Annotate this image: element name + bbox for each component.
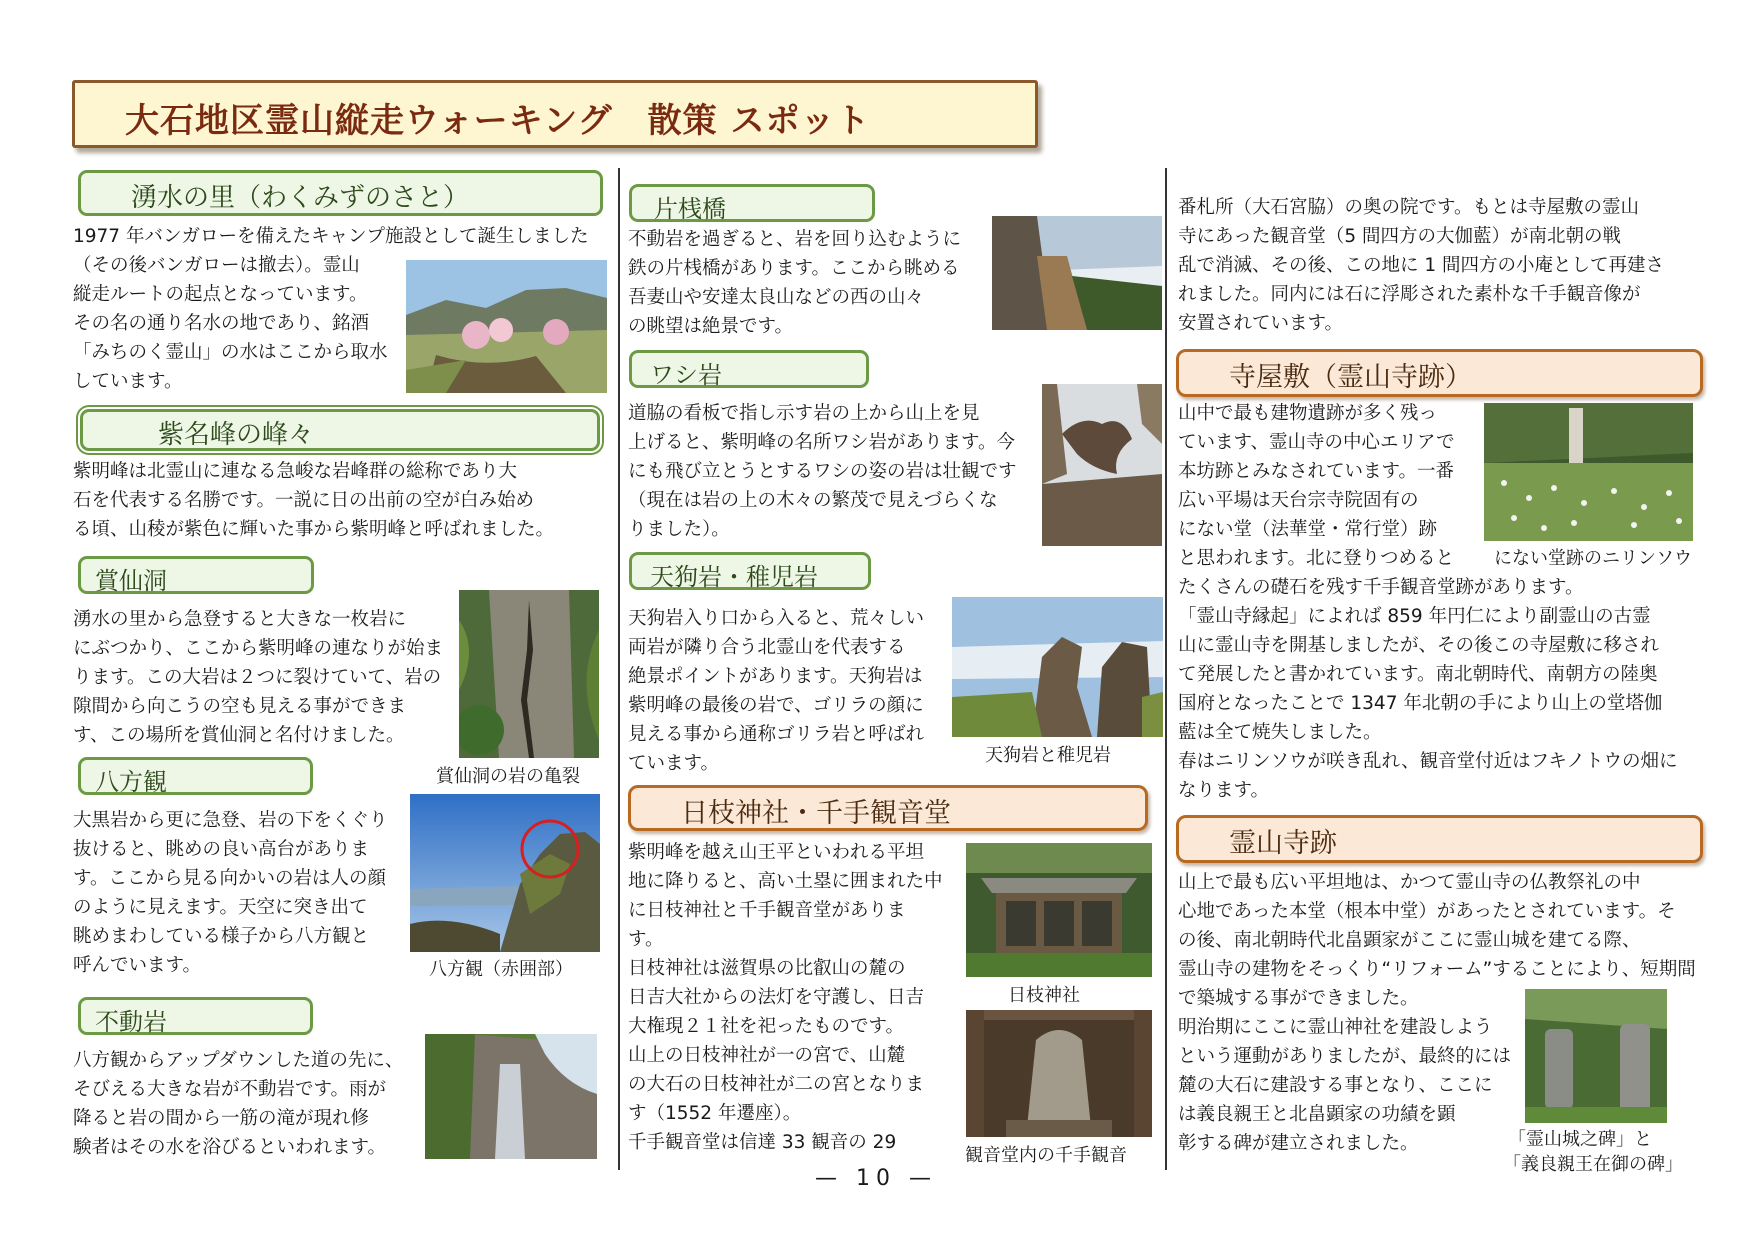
text-shosendo: 湧水の里から急登すると大きな一枚岩に にぶつかり、ここから紫明峰の連なりが始ま ります。この大岩は２つに裂けていて、岩の 隙間から向こうの空も見える事ができま す、この場所を賞仙洞と名付けました。 [73, 609, 444, 746]
photo-fudoiwa [425, 1034, 597, 1159]
text-terayashiki-a: 山中で最も建物遺跡が多く残っ ています、霊山寺の中心エリアで 本坊跡とみなされています。一番 広い平場は天台宗寺院固有の にない堂（法華堂・常行堂）跡 と思われます。北に登りつめると [1178, 403, 1455, 569]
text-hiejinja: 紫明峰を越え山王平といわれる平坦 地に降りると、高い土塁に囲まれた中 に日枝神社と千手観音堂がありま す。 日枝神社は滋賀県の比叡山の麓の 日吉大社からの法灯を守護し、日吉 大権現２１社を祀ったものです。 山上の日枝神社が一の宮で、山麓 の大石の日枝神社が二の宮となりま す（1552 年遷座）。 千手観音堂は信達 33 観音の 29 [628, 842, 943, 1153]
heading-wakumizu: 湧水の里（わくみずのさと） [78, 170, 603, 216]
caption-happokan: 八方観（赤囲部） [429, 959, 573, 980]
caption-tenguiwa: 天狗岩と稚児岩 [985, 745, 1111, 766]
photo-hiejinja [966, 843, 1152, 977]
column-divider-2 [1165, 168, 1167, 1170]
caption-senju-kannon: 観音堂内の千手観音 [965, 1145, 1127, 1166]
caption-shosendo: 賞仙洞の岩の亀裂 [436, 766, 580, 787]
heading-ryozenji: 霊山寺跡 [1176, 815, 1703, 863]
photo-senju-kannon [966, 1010, 1152, 1137]
heading-shosendo: 賞仙洞 [78, 556, 314, 594]
heading-hiejinja: 日枝神社・千手観音堂 [628, 785, 1148, 831]
heading-happokan: 八方観 [78, 757, 313, 795]
caption-monument-1: 「霊山城之碑」と [1508, 1129, 1652, 1150]
photo-katasanbashi [992, 216, 1162, 330]
heading-fudoiwa: 不動岩 [78, 997, 313, 1035]
text-washiiwa: 道脇の看板で指し示す岩の上から山上を見 上げると、紫明峰の名所ワシ岩があります。今 にも飛び立とうとするワシの姿の岩は壮観です （現在は岩の上の木々の繁茂で見えづらくな りました）。 [628, 403, 1017, 540]
photo-ryozenjo-monument [1525, 989, 1667, 1123]
caption-nirinso: にない堂跡のニリンソウ [1494, 548, 1692, 569]
page-title-banner [72, 80, 1038, 148]
photo-wakumizu-village [406, 260, 607, 393]
heading-washiiwa: ワシ岩 [629, 350, 869, 388]
caption-hiejinja: 日枝神社 [1008, 985, 1080, 1006]
text-wakumizu-top: 1977 年バンガローを備えたキャンプ施設として誕生しました [73, 226, 589, 247]
text-okunoin: 番札所（大石宮脇）の奥の院です。もとは寺屋敷の霊山 寺にあった観音堂（5 間四方の大伽藍）が南北朝の戦 乱で消滅、その後、この地に 1 間四方の小庵として再建さ れました。同内には石に浮彫された素朴な千手観音像が 安置されています。 [1178, 197, 1665, 334]
photo-tenguiwa [952, 597, 1163, 737]
caption-monument-2: 「義良親王在御の碑」 [1503, 1154, 1683, 1175]
photo-washiiwa [1042, 384, 1162, 546]
text-katasanbashi: 不動岩を過ぎると、岩を回り込むように 鉄の片桟橋があります。ここから眺める 吾妻山や安達太良山などの西の山々 の眺望は絶景です。 [628, 229, 962, 337]
text-fudoiwa: 八方観からアップダウンした道の先に、 そびえる大きな岩が不動岩です。雨が 降ると岩の間から一筋の滝が現れ修 験者はその水を浴びるといわれます。 [73, 1050, 404, 1158]
page-title: 大石地区霊山縦走ウォーキング 散策 スポット [125, 101, 871, 141]
text-shimeiho: 紫明峰は北霊山に連なる急峻な岩峰群の総称であり大 石を代表する名勝です。一説に日の出前の空が白み始め る頃、山稜が紫色に輝いた事から紫明峰と呼ばれました。 [73, 461, 555, 540]
page-number: — 10 — [815, 1166, 937, 1191]
text-tenguiwa: 天狗岩入り口から入ると、荒々しい 両岩が隣り合う北霊山を代表する 絶景ポイントがあります。天狗岩は 紫明峰の最後の岩で、ゴリラの顔に 見える事から通称ゴリラ岩と呼ばれ ています。 [628, 608, 925, 774]
heading-shimeiho: 紫名峰の峰々 [80, 409, 600, 451]
photo-shosendo-crack [459, 590, 599, 758]
heading-tenguiwa: 天狗岩・稚児岩 [629, 552, 871, 590]
text-wakumizu: （その後バンガローは撤去）。霊山 縦走ルートの起点となっています。 その名の通り名水の地であり、銘酒 「みちのく霊山」の水はここから取水 しています。 [73, 255, 388, 392]
text-ryozenji-b: 明治期にここに霊山神社を建設しよう という運動がありましたが、最終的には 麓の大石に建設する事となり、ここに は義良親王と北畠顕家の功績を顕 彰する碑が建立されました。 [1178, 1017, 1512, 1154]
column-divider-1 [618, 168, 620, 1170]
heading-katasanbashi: 片桟橋 [629, 184, 875, 222]
photo-happokan [410, 794, 600, 952]
text-happokan: 大黒岩から更に急登、岩の下をくぐり 抜けると、眺めの良い高台がありま す。ここから見る向かいの岩は人の顔 のように見えます。天空に突き出て 眺めまわしている様子から八方観と 呼んでいます。 [73, 810, 388, 976]
text-ryozenji-a: 山上で最も広い平坦地は、かつて霊山寺の仏教祭礼の中 心地であった本堂（根本中堂）があったとされています。そ の後、南北朝時代北畠顕家がここに霊山城を建てる際、 霊山寺の建物をそっくり“リフォーム”することにより、短期間 で築城する事ができました。 [1178, 872, 1696, 1009]
photo-nirinso [1484, 403, 1693, 541]
text-terayashiki-b: たくさんの礎石を残す千手観音堂跡があります。 「霊山寺縁起」によれば 859 年円仁により副霊山の古霊 山に霊山寺を開基しましたが、その後この寺屋敷に移され て発展したと書かれています。南北朝時代、南朝方の陸奥 国府となったことで 1347 年北朝の手により山上の堂塔伽 藍は全て焼失しました。 春はニリンソウが咲き乱れ、観音堂付近はフキノトウの畑に なります。 [1178, 577, 1678, 801]
heading-terayashiki: 寺屋敷（霊山寺跡） [1176, 349, 1703, 397]
